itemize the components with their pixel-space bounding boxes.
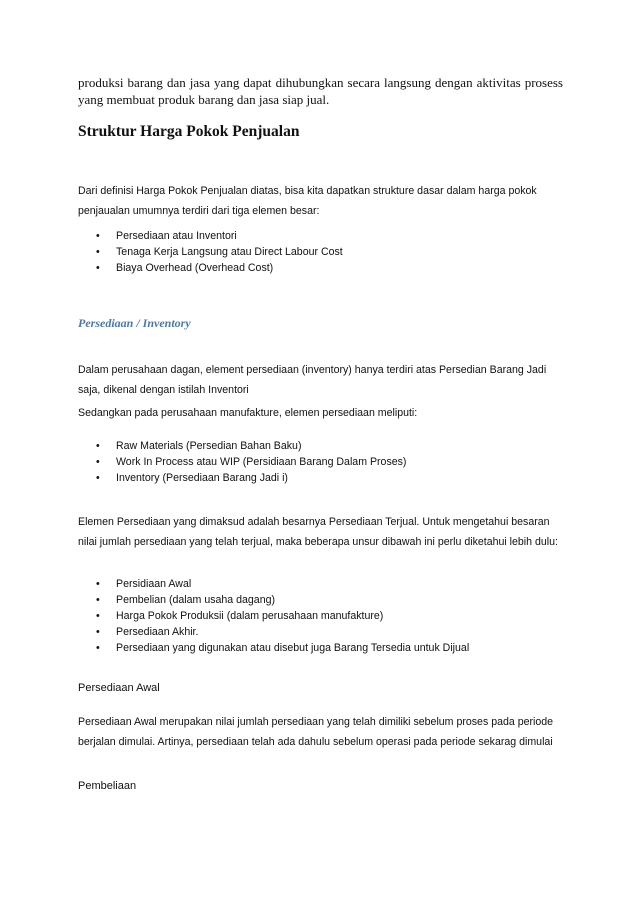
list-item: • Persediaan Akhir. xyxy=(96,626,199,638)
bullet-icon: • xyxy=(96,594,100,606)
paragraph-persediaan-awal: Persediaan Awal merupakan nilai jumlah persediaan yang telah dimiliki sebelum proses pada periode berjalan dimulai. Artinya, persediaan telah ada dahulu sebelum operasi pada periode sekarag dimulai xyxy=(78,716,554,748)
subheading-inventory: Persediaan / Inventory xyxy=(78,316,191,330)
list-item: • Harga Pokok Produksii (dalam perusahaan manufakture) xyxy=(96,610,384,622)
paragraph-dagang: Dalam perusahaan dagan, element persediaan (inventory) hanya terdiri atas Persedian Barang Jadi saja, dikenal dengan istilah Inventori xyxy=(78,364,547,396)
list-item: • Pembelian (dalam usaha dagang) xyxy=(96,594,276,606)
bullet-icon: • xyxy=(96,472,100,484)
heading-pembelian: Pembeliaan xyxy=(78,780,137,792)
paragraph-manufaktur: Sedangkan pada perusahaan manufakture, elemen persediaan meliputi: xyxy=(78,407,418,419)
bullet-icon: • xyxy=(96,440,100,452)
list-item: • Work In Process atau WIP (Persidiaan Barang Dalam Proses) xyxy=(96,456,407,468)
bullet-icon: • xyxy=(96,626,100,638)
unsur-list xyxy=(78,576,563,656)
intro-paragraph: produksi barang dan jasa yang dapat dihubungkan secara langsung dengan aktivitas prosess yang membuat produk barang dan jasa siap jual. xyxy=(78,75,563,107)
list-item: • Persidiaan Awal xyxy=(96,578,192,590)
bullet-icon: • xyxy=(96,610,100,622)
bullet-icon: • xyxy=(96,230,100,242)
list-item: • Biaya Overhead (Overhead Cost) xyxy=(96,262,274,274)
paragraph-elemen: Elemen Persediaan yang dimaksud adalah besarnya Persediaan Terjual. Untuk mengetahui besaran nilai jumlah persediaan yang telah terjual, maka beberapa unsur dibawah ini perlu diketahui lebih dulu: xyxy=(78,516,558,548)
heading-persediaan-awal: Persediaan Awal xyxy=(78,682,160,694)
element-list xyxy=(78,228,563,276)
paragraph-definition: Dari definisi Harga Pokok Penjualan diatas, bisa kita dapatkan strukture dasar dalam harga pokok penjaualan umumnya terdiri dari tiga elemen besar: xyxy=(78,185,537,217)
bullet-icon: • xyxy=(96,578,100,590)
bullet-icon: • xyxy=(96,642,100,654)
bullet-icon: • xyxy=(96,456,100,468)
bullet-icon: • xyxy=(96,262,100,274)
manufacture-list xyxy=(78,438,563,486)
list-item: • Persediaan atau Inventori xyxy=(96,230,237,242)
list-item: • Persediaan yang digunakan atau disebut juga Barang Tersedia untuk Dijual xyxy=(96,642,470,654)
list-item: • Tenaga Kerja Langsung atau Direct Labour Cost xyxy=(96,246,343,258)
list-item: • Raw Materials (Persedian Bahan Baku) xyxy=(96,440,302,452)
bullet-icon: • xyxy=(96,246,100,258)
section-heading: Struktur Harga Pokok Penjualan xyxy=(78,123,300,140)
list-item: • Inventory (Persediaan Barang Jadi i) xyxy=(96,472,288,484)
